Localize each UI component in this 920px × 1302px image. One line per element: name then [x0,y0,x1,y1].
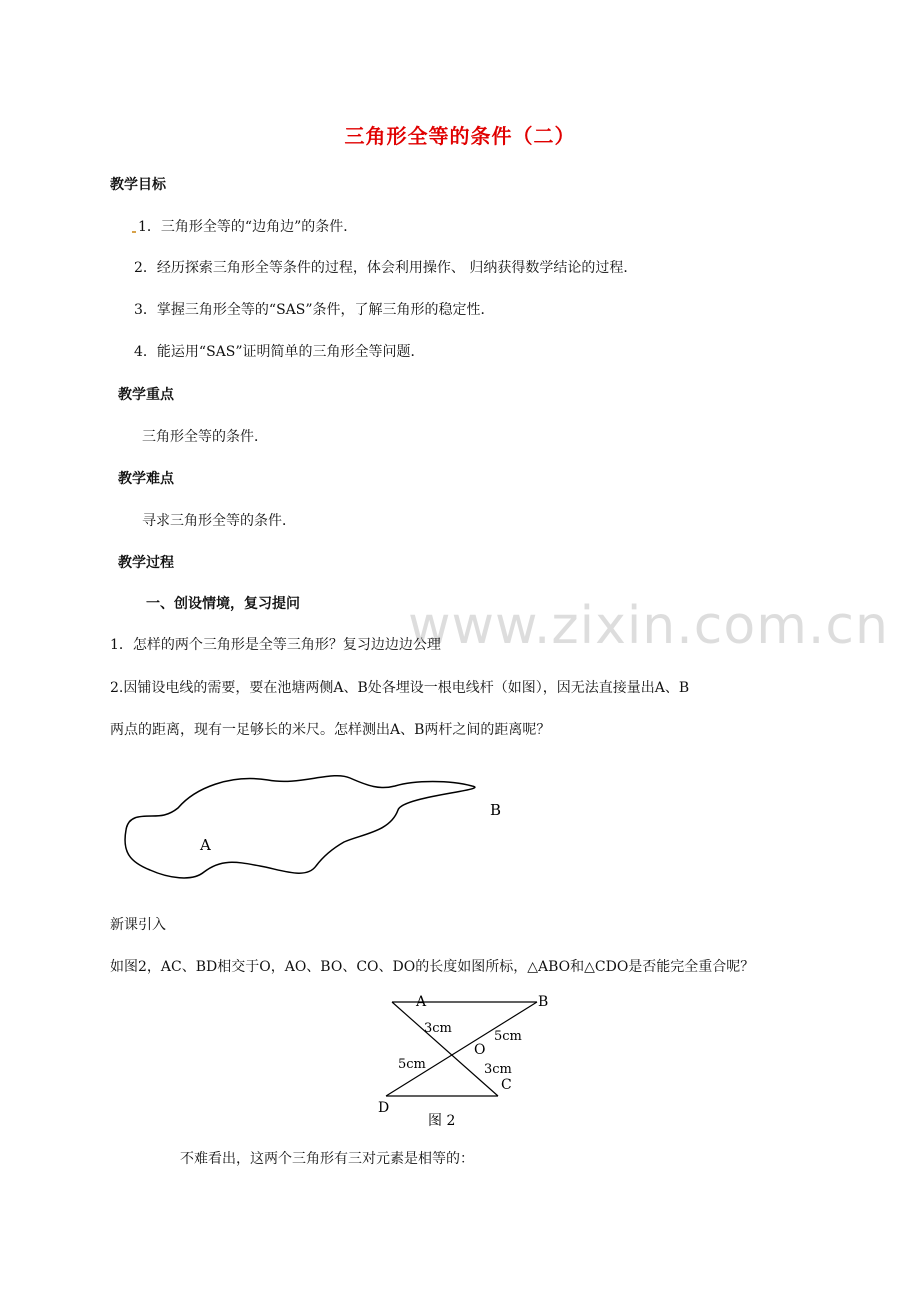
vertex-o-label: O [474,1042,486,1058]
watermark: www.zixin.com.cn [408,596,889,656]
length-co-label: 3cm [484,1062,512,1077]
figure-1-pond [100,760,540,895]
objective-item-3: 3．掌握三角形全等的“SAS”条件，了解三角形的稳定性． [134,302,495,318]
length-bo-label: 5cm [494,1029,522,1044]
difficulty-heading: 教学难点 [118,471,174,487]
new-lesson-label: 新课引入 [110,917,166,933]
vertex-d-label: D [378,1100,390,1116]
pond-outline [125,776,475,878]
figure-2-question: 如图2，AC、BD相交于O，AO、BO、CO、DO的长度如图所标，△ABO和△CDO是否能完全重合呢？ [110,959,755,975]
objective-item-2: 2．经历探索三角形全等条件的过程，体会利用操作、 归纳获得数学结论的过程． [134,260,638,276]
part1-heading: 一、创设情境，复习提问 [146,596,300,612]
question-2-line-2: 两点的距离，现有一足够长的米尺。怎样测出A、B两杆之间的距离呢？ [110,722,551,738]
point-a-label: A [200,836,211,854]
objective-text-1: 1．三角形全等的“边角边”的条件． [138,219,358,235]
vertex-b-label: B [538,994,549,1010]
question-1: 1．怎样的两个三角形是全等三角形？复习边边边公理 [110,637,441,653]
objective-item-4: 4．能运用“SAS”证明简单的三角形全等问题． [134,344,425,360]
difficulty-text: 寻求三角形全等的条件． [142,513,296,529]
process-heading: 教学过程 [118,555,174,571]
edit-mark-icon [132,231,136,233]
vertex-c-label: C [501,1077,512,1093]
figure-2-diagram [370,986,560,1134]
page-title: 三角形全等的条件（二） [344,124,576,148]
length-do-label: 5cm [398,1057,426,1072]
length-ao-label: 3cm [424,1021,452,1036]
question-2-line-1: 2.因铺设电线的需要，要在池塘两侧A、B处各埋设一根电线杆（如图），因无法直接量出A、B [110,680,690,696]
key-points-text: 三角形全等的条件． [142,429,268,445]
conclusion-text: 不难看出，这两个三角形有三对元素是相等的： [180,1151,474,1167]
point-b-label: B [490,801,502,819]
vertex-a-label: A [416,994,427,1010]
key-points-heading: 教学重点 [118,387,174,403]
figure-2-caption: 图 2 [428,1113,456,1129]
objective-item-1 [132,216,357,236]
objectives-heading: 教学目标 [110,177,166,193]
